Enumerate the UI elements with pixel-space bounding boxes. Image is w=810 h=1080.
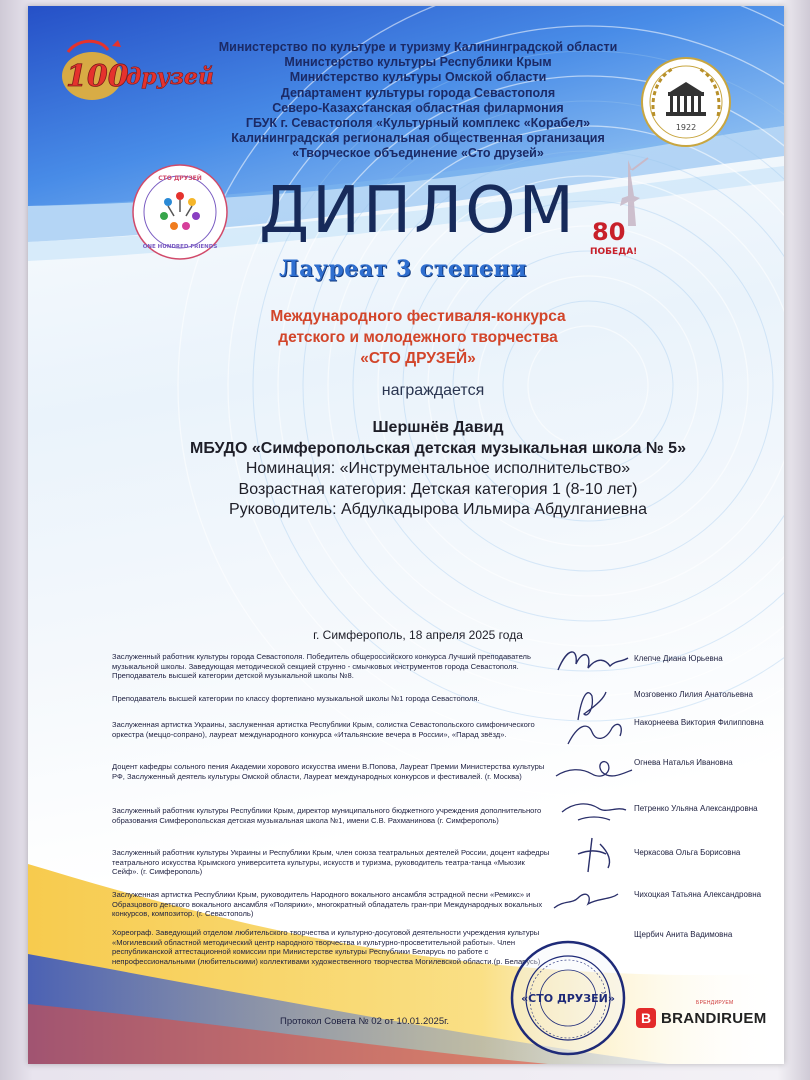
svg-text:ПОБЕДА!: ПОБЕДА! [590,247,638,257]
svg-text:1922: 1922 [675,123,697,132]
recipient-name: Шершнёв Давид [372,419,504,436]
recipient-nomination: Номинация: «Инструментальное исполнительство» [245,460,631,477]
festival-line: Международного фестиваля-конкурса [270,308,566,325]
jury-name: Петренко Ульяна Александровна [634,804,758,813]
brand-logo-icon: B [636,1008,656,1028]
diploma-title: ДИПЛОМ [259,174,577,248]
signature [548,834,638,874]
jury-name: Чихоцкая Татьяна Александровна [634,890,762,899]
brand-small-text: БРЕНДИРУЕМ [696,1000,734,1006]
signature [548,880,638,920]
signature [548,642,638,682]
organizer-line: Калининградская региональная общественная организация [231,131,605,146]
festival-name [178,306,658,369]
organizer-line: «Творческое объединение «Сто друзей» [292,146,544,161]
city-date: г. Симферополь, 18 апреля 2025 года [313,628,523,642]
organizer-line: Северо-Казахстанская областная филармония [272,100,564,115]
jury-description: Заслуженная артистка Украины, заслуженная артистка Республики Крым, солистка Севастопольского симфонического оркестра (меццо-сопрано), лауреат международного конкурса «Итальянские вечера в России», «Парад звёзд». [112,720,535,739]
organizer-line: Департамент культуры города Севастополя [280,85,556,100]
signature [548,714,638,754]
organizer-line: ГБУК г. Севастополя «Культурный комплекс «Корабел» [245,116,591,131]
jury-description: Заслуженная артистка Республики Крым, руководитель Народного вокального ансамбля эстрадной песни «Ремикс» и Образцового детского вокального ансамбля «Полярики», многократный обладатель гран-при Международных вокальных конкурсов, композитор. (г. Севастополь) [112,890,543,919]
protocol-note: Протокол Совета № 02 от 10.01.2025г. [280,1016,450,1027]
signature [548,750,638,790]
organizer-line: Министерство культуры Омской области [289,70,547,85]
jury-name: Огнева Наталья Ивановна [634,758,733,767]
jury-description: Хореограф. Заведующий отделом любительского творчества и культурно-досуговой деятельности учреждения культуры «Могилевский областной методический центр народного творчества и культурно-просветительной работы». Член республиканской аттестационной комиссии при Министерстве культуры Республики Беларусь по работе с непрофессиональными (любительскими) коллективами художественного творчества Могилевской области.(р. Беларусь) [112,928,541,966]
jury-list [88,648,784,978]
diploma-sheet [28,6,784,1064]
jury-description: Преподаватель высшей категории по классу фортепиано музыкальной школы №1 города Севастополя. [112,694,480,703]
recipient-age-category: Возрастная категория: Детская категория 1 (8-10 лет) [238,480,638,498]
brandiruem-watermark [636,1000,784,1032]
recipient-school: МБУДО «Симферопольская детская музыкальная школа № 5» [190,439,686,457]
jury-description: Доцент кафедры сольного пения Академии хорового искусства имени В.Попова, Лауреат Премии Министерства культуры РФ, Заслуженный деятель культуры Омской области, Лауреат международных конкурсов и фестивалей. (г. Москва) [112,762,545,781]
awarded-label: награждается [381,382,485,399]
brand-name: BRANDIRUEM [661,1010,767,1027]
organizer-line: Министерство культуры Республики Крым [284,55,552,70]
jury-name: Накорнеева Виктория Филипповна [634,718,764,727]
recipient-block [118,418,758,521]
laureate-degree: Лауреат 3 степени [279,256,527,282]
jury-name: Черкасова Ольга Борисовна [634,848,741,857]
stamp-text: «СТО ДРУЗЕЙ» [521,992,615,1005]
jury-description: Заслуженный работник культуры Украины и Республики Крым, член союза театральных деятелей России, доцент кафедры театрального искусства Крымского университета культуры, искусств и туризма, руководитель театра-танца «Мьюзик Сейф». (г. Симферополь) [112,848,550,877]
jury-name: Мозговенко Лилия Анатольевна [634,690,753,699]
festival-circle-logo [130,162,230,262]
signature [548,790,638,830]
svg-text:80: 80 [592,218,626,246]
recipient-supervisor: Руководитель: Абдулкадырова Ильмира Абдулганиевна [228,501,648,518]
svg-text:ONE HUNDRED FRIENDS: ONE HUNDRED FRIENDS [142,244,218,250]
jury-name: Клепче Диана Юрьевна [634,654,723,663]
organizers-list [178,40,658,162]
anniversary-badge-logo [640,56,732,148]
jury-name: Щербич Анита Вадимовна [634,930,733,939]
logo-100-text: 100 [66,59,129,94]
svg-text:СТО ДРУЗЕЙ: СТО ДРУЗЕЙ [158,175,202,182]
svg-text:друзей: друзей [126,64,214,90]
organizer-line: Министерство по культуре и туризму Калининградской области [218,40,618,54]
festival-line: «СТО ДРУЗЕЙ» [360,350,476,367]
jury-description: Заслуженный работник культуры города Севастополя. Победитель общероссийского конкурса Лучший преподаватель музыкальной школы. Заведующая методической секцией струнно - смычковых инструментов города Севастополя. Преподаватель высшей категории детской музыкальной школы №8. [112,652,531,681]
official-stamp [508,938,628,1058]
jury-description: Заслуженный работник культуры Республики Крым, директор муниципального бюджетного учреждения дополнительного образования Симферопольская детская музыкальная школа №1, имени С.В. Рахманинова (г. Симферополь) [112,806,542,825]
festival-line: детского и молодежного творчества [278,329,558,346]
